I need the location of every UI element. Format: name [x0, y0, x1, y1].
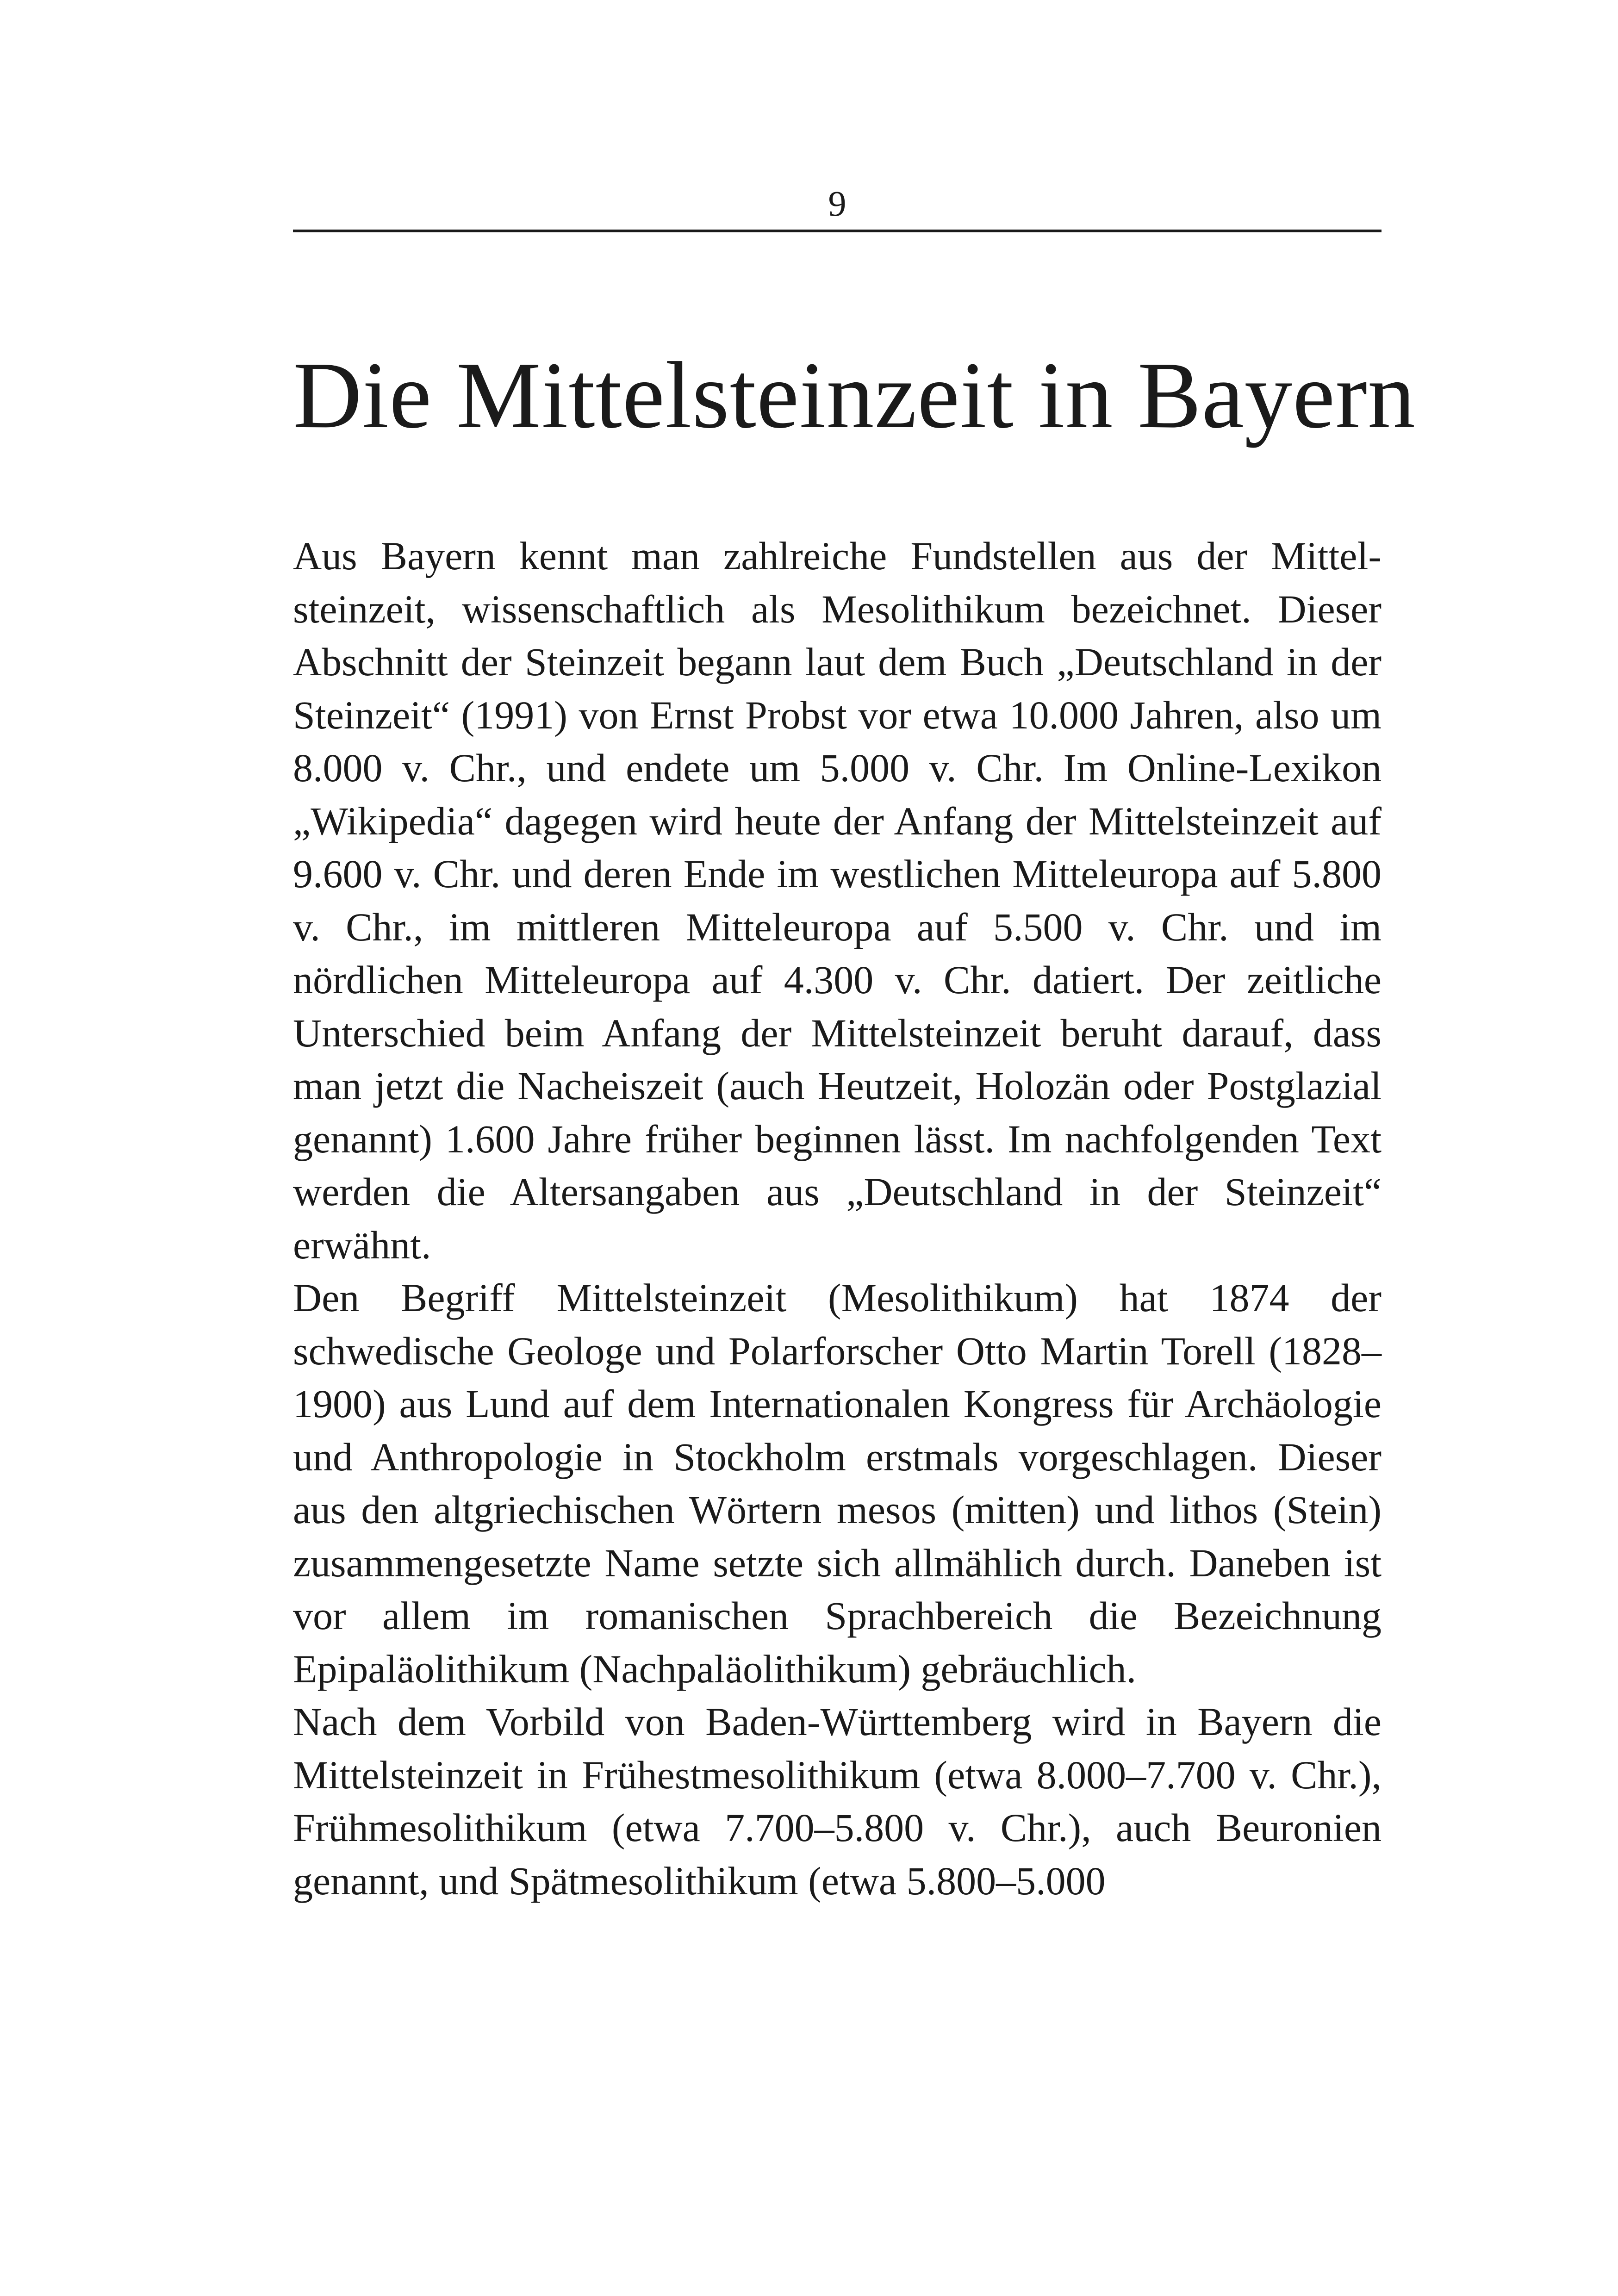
chapter-title: Die Mittelsteinzeit in Bayern [293, 342, 1416, 448]
paragraph: Nach dem Vorbild von Baden-Württemberg wird in Bayern die Mittelsteinzeit in Frühestmesolithikum (etwa 8.000–7.700 v. Chr.), Frühmesolithikum (etwa 7.700–5.800 v. Chr.), auch Beuronien genannt, und Spätmesolithikum (etwa 5.800–5.000 [293, 1699, 1382, 1903]
body-text [293, 529, 1382, 1907]
page-number: 9 [828, 183, 846, 224]
header-rule [293, 230, 1382, 232]
paragraph: Den Begriff Mittelsteinzeit (Mesolithikum) hat 1874 der schwedische Geologe und Polarforscher Otto Martin Torell (1828–1900) aus Lund auf dem Internationalen Kongress für Archäologie und Anthropologie in Stockholm erstmals vorgeschlagen. Dieser aus den altgriechischen Wörtern mesos (mitten) und lithos (Stein) zusammengesetzte Name setzte sich allmählich durch. Daneben ist vor allem im romanischen Sprachbereich die Bezeichnung Epipaläolithikum (Nachpaläolithikum) gebräuchlich. [293, 1276, 1382, 1691]
book-page [293, 180, 1416, 1907]
paragraph: Aus Bayern kennt man zahlreiche Fundstellen aus der Mittelsteinzeit, wissenschaftlich als Mesolithikum bezeichnet. Dieser Abschnitt der Steinzeit begann laut dem Buch „Deutschland in der Steinzeit“ (1991) von Ernst Probst vor etwa 10.000 Jahren, also um 8.000 v. Chr., und endete um 5.000 v. Chr. Im Online-Lexikon „Wikipedia“ dagegen wird heute der Anfang der Mittelsteinzeit auf 9.600 v. Chr. und deren Ende im westlichen Mitteleuropa auf 5.800 v. Chr., im mittleren Mitteleuropa auf 5.500 v. Chr. und im nördlichen Mitteleuropa auf 4.300 v. Chr. datiert. Der zeitliche Unterschied beim Anfang der Mittelsteinzeit beruht darauf, dass man jetzt die Nacheiszeit (auch Heutzeit, Holozän oder Postglazial genannt) 1.600 Jahre früher beginnen lässt. Im nachfolgenden Text werden die Altersangaben aus „Deutschland in der Steinzeit“ erwähnt. [293, 534, 1382, 1267]
